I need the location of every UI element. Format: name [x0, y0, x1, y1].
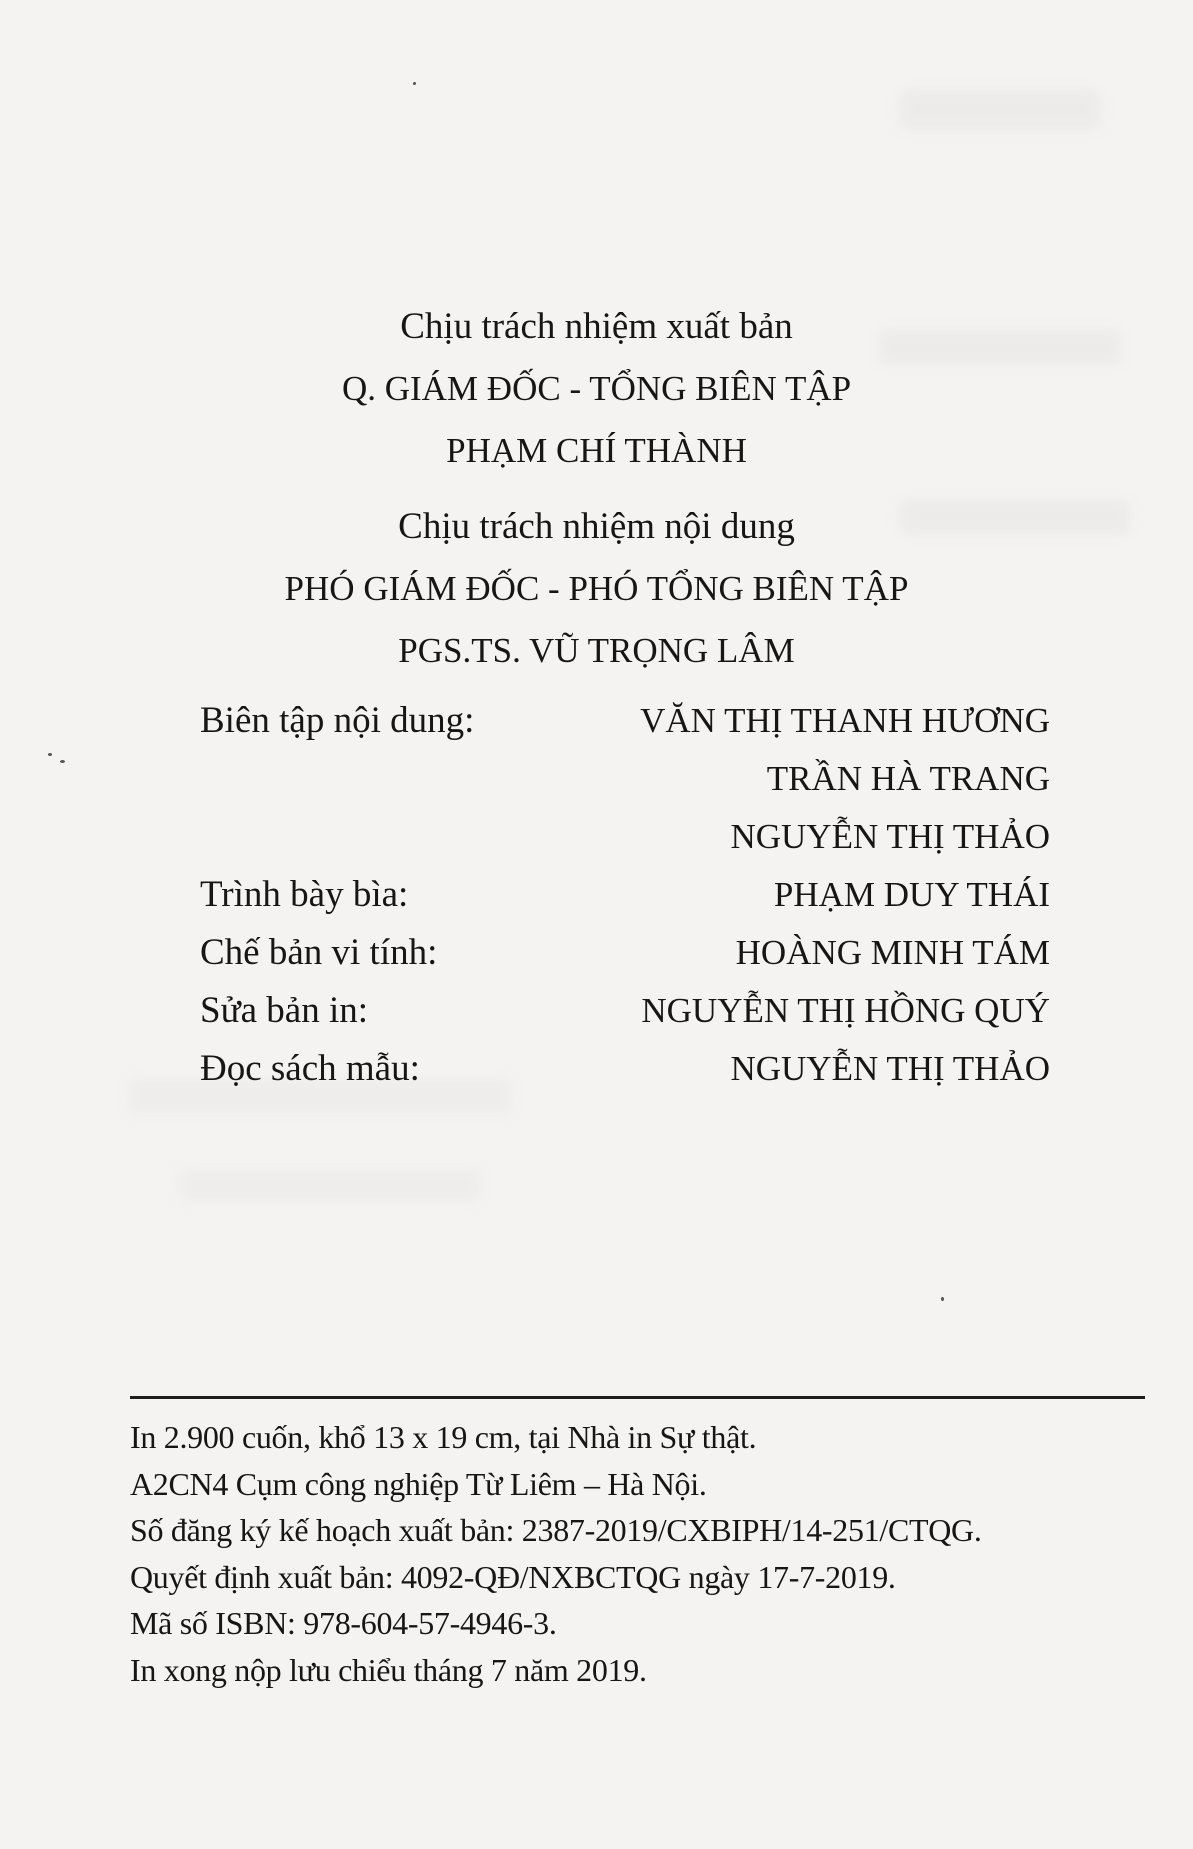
credit-value: NGUYỄN THỊ THẢO — [730, 817, 1050, 856]
credit-row — [200, 692, 1050, 750]
credit-label: Trình bày bìa: — [200, 874, 409, 915]
credit-value: NGUYỄN THỊ THẢO — [730, 1049, 1050, 1088]
imprint-registration: Số đăng ký kế hoạch xuất bản: 2387-2019/CXBIPH/14-251/CTQG. — [130, 1512, 982, 1548]
publisher-responsibility-name: PHẠM CHÍ THÀNH — [446, 431, 747, 470]
credit-row — [200, 982, 1050, 1040]
credit-label: Đọc sách mẫu: — [200, 1048, 420, 1089]
imprint-isbn: Mã số ISBN: 978-604-57-4946-3. — [130, 1605, 557, 1641]
credit-label: Chế bản vi tính: — [200, 932, 438, 973]
publisher-responsibility-block — [0, 296, 1193, 482]
imprint-print-run: In 2.900 cuốn, khổ 13 x 19 cm, tại Nhà in Sự thật. — [130, 1419, 757, 1455]
credits-list — [200, 692, 1050, 1098]
imprint-divider — [130, 1396, 1145, 1399]
credit-value: NGUYỄN THỊ HỒNG QUÝ — [641, 991, 1050, 1030]
imprint-block — [130, 1414, 1160, 1693]
dust-speck — [941, 1297, 944, 1301]
dust-speck — [413, 82, 416, 85]
credit-label: Sửa bản in: — [200, 990, 369, 1031]
credit-value: PHẠM DUY THÁI — [773, 875, 1050, 914]
imprint-decision: Quyết định xuất bản: 4092-QĐ/NXBCTQG ngày 17-7-2019. — [130, 1558, 896, 1595]
credit-row — [200, 1040, 1050, 1098]
credit-label: Biên tập nội dung: — [200, 700, 475, 741]
imprint-address: A2CN4 Cụm công nghiệp Từ Liêm – Hà Nội. — [130, 1465, 707, 1502]
imprint-deposit: In xong nộp lưu chiểu tháng 7 năm 2019. — [130, 1651, 647, 1688]
bleed-through-shadow — [900, 90, 1100, 130]
publisher-responsibility-heading: Chịu trách nhiệm xuất bản — [400, 306, 793, 347]
credit-row — [200, 808, 1050, 866]
credit-value: TRẦN HÀ TRANG — [766, 759, 1050, 798]
dust-speck — [48, 753, 52, 756]
content-responsibility-role: PHÓ GIÁM ĐỐC - PHÓ TỔNG BIÊN TẬP — [284, 569, 909, 608]
bleed-through-shadow — [180, 1170, 480, 1200]
content-responsibility-heading: Chịu trách nhiệm nội dung — [398, 506, 795, 547]
dust-speck — [60, 760, 65, 763]
credit-value: VĂN THỊ THANH HƯƠNG — [640, 701, 1050, 740]
content-responsibility-name: PGS.TS. VŨ TRỌNG LÂM — [398, 631, 795, 670]
credit-value: HOÀNG MINH TÁM — [735, 933, 1050, 972]
credit-row — [200, 924, 1050, 982]
credit-row — [200, 750, 1050, 808]
content-responsibility-block — [0, 496, 1193, 682]
publisher-responsibility-role: Q. GIÁM ĐỐC - TỔNG BIÊN TẬP — [341, 369, 852, 408]
credit-row — [200, 866, 1050, 924]
